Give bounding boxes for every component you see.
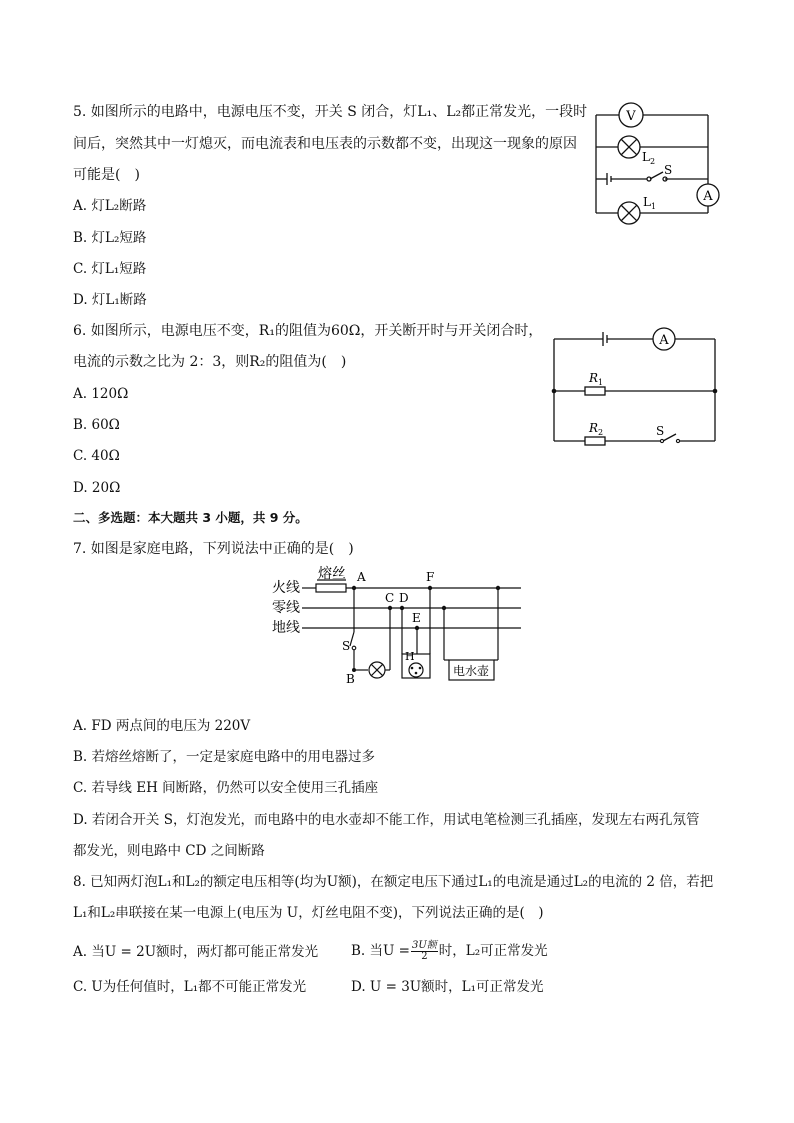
q8-stem-line-2: L₁和L₂串联接在某一电源上(电压为 U，灯丝电阻不变)，下列说法正确的是( ) (73, 905, 544, 921)
q7-point-h-label: H (405, 650, 415, 663)
q8-option-d: D. U = 3U额时，L₁可正常发光 (351, 979, 544, 995)
q6-r2-subscript: 2 (598, 428, 604, 437)
q7-point-f-label: F (426, 570, 435, 584)
q5-lamp2-label: L (642, 150, 650, 164)
q6-option-b: B. 60Ω (73, 417, 120, 433)
q8-stem-line-1: 8. 已知两灯泡L₁和L₂的额定电压相等(均为U额)，在额定电压下通过L₁的电流是通过L₂的电流的 2 倍，若把 (73, 874, 714, 890)
q7-point-c-label: C (385, 591, 395, 605)
q6-option-c: C. 40Ω (73, 448, 120, 464)
q7-option-b: B. 若熔丝熔断了，一定是家庭电路中的用电器过多 (73, 749, 376, 765)
q8-option-b-suffix: 时，L₂可正常发光 (438, 943, 548, 959)
q5-stem-line-1: 5. 如图所示的电路中，电源电压不变，开关 S 闭合，灯L₁、L₂都正常发光，一段时 (73, 104, 588, 120)
q5-circuit-diagram (585, 98, 730, 230)
q8-option-a: A. 当U = 2U额时，两灯都可能正常发光 (73, 944, 319, 960)
q6-r1-label: R (589, 371, 599, 385)
q7-live-wire-label: 火线 (272, 580, 300, 596)
q8-option-b-denominator: 2 (421, 951, 428, 962)
q6-r1-subscript: 1 (598, 378, 604, 387)
q5-option-d: D. 灯L₁断路 (73, 292, 147, 308)
q6-ammeter-label: A (659, 333, 669, 348)
q7-switch-s-label: S (342, 639, 351, 653)
q7-ground-wire-label: 地线 (272, 620, 300, 636)
q6-r2-label: R (589, 421, 599, 435)
q5-voltmeter-label: V (626, 109, 636, 124)
q5-stem-line-3: 可能是( ) (73, 167, 140, 183)
q6-circuit-diagram (548, 322, 723, 447)
q5-option-c: C. 灯L₁短路 (73, 261, 147, 277)
q8-option-b-prefix: B. 当U = (351, 943, 410, 959)
q6-stem-line-2: 电流的示数之比为 2：3，则R₂的阻值为( ) (73, 354, 347, 370)
q7-option-d-line-2: 都发光，则电路中 CD 之间断路 (73, 843, 265, 859)
q7-point-b-label: B (346, 672, 355, 686)
q6-option-a: A. 120Ω (73, 386, 129, 402)
section-heading-multiple-choice: 二、多选题：本大题共 3 小题，共 9 分。 (73, 510, 308, 525)
q8-option-b (351, 936, 548, 966)
q5-lamp1-label: L (643, 195, 651, 209)
q7-point-e-label: E (412, 611, 421, 625)
q7-fuse-label: 熔丝 (318, 566, 346, 582)
q7-option-d-line-1: D. 若闭合开关 S，灯泡发光，而电路中的电水壶却不能工作，用试电笔检测三孔插座，发现左右两孔氖管 (73, 812, 700, 828)
q8-option-b-numerator: 3U额 (411, 940, 437, 951)
q8-option-c: C. U为任何值时，L₁都不可能正常发光 (73, 979, 307, 995)
q7-neutral-wire-label: 零线 (272, 600, 300, 616)
q5-lamp1-subscript: 1 (651, 202, 657, 211)
q7-kettle-label: 电水壶 (452, 664, 490, 678)
q6-stem-line-1: 6. 如图所示，电源电压不变，R₁的阻值为60Ω，开关断开时与开关闭合时， (73, 323, 543, 339)
q7-point-a-label: A (357, 570, 366, 584)
q5-lamp2-subscript: 2 (650, 157, 656, 166)
q8-option-b-fraction (411, 941, 438, 962)
q5-ammeter-label: A (703, 189, 713, 204)
q6-switch-label: S (656, 424, 665, 438)
q5-stem-line-2: 间后，突然其中一灯熄灭，而电流表和电压表的示数都不变，出现这一现象的原因 (73, 136, 577, 152)
q7-option-c: C. 若导线 EH 间断路，仍然可以安全使用三孔插座 (73, 780, 379, 796)
q6-option-d: D. 20Ω (73, 480, 121, 496)
q5-option-a: A. 灯L₂断路 (73, 198, 147, 214)
q7-option-a: A. FD 两点间的电压为 220V (73, 718, 251, 734)
q7-point-d-label: D (399, 591, 409, 605)
q7-stem: 7. 如图是家庭电路，下列说法中正确的是( ) (73, 541, 354, 557)
q7-household-circuit-diagram (262, 562, 532, 688)
q5-switch-label: S (664, 163, 673, 177)
q5-option-b: B. 灯L₂短路 (73, 230, 147, 246)
